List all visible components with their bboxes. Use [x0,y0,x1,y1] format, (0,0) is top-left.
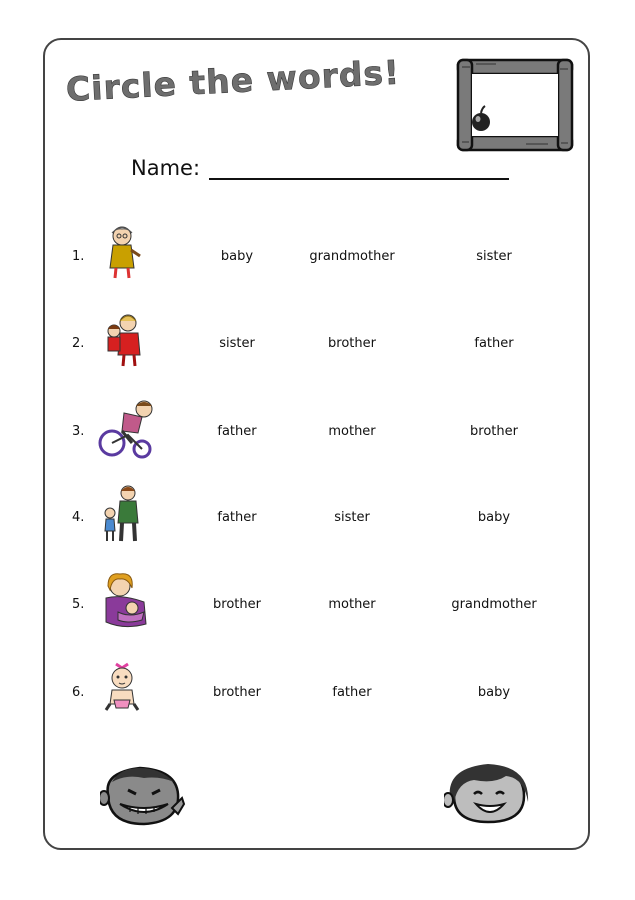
word-option[interactable]: brother [328,336,376,351]
smiling-girl-face-icon [444,762,532,826]
word-option[interactable]: grandmother [451,597,537,612]
sister-with-doll-clipart [98,311,146,371]
item-row-5 [0,598,635,658]
item-number: 2. [72,336,85,351]
name-label: Name: [131,156,201,180]
item-row-6 [0,686,635,746]
word-option[interactable]: brother [213,685,261,700]
word-option[interactable]: father [217,424,257,439]
word-option[interactable]: brother [470,424,518,439]
word-option[interactable]: baby [220,249,254,264]
item-row-3 [0,425,635,485]
brother-on-bike-clipart [98,399,158,459]
item-number: 1. [72,249,85,264]
word-option[interactable]: sister [476,249,512,264]
word-option[interactable]: baby [477,685,511,700]
chalkboard-apple-icon [456,58,574,152]
item-number: 4. [72,510,85,525]
name-field[interactable] [131,156,509,180]
word-option[interactable]: father [217,510,257,525]
item-number: 5. [72,597,85,612]
smiling-boy-face-icon [100,764,188,828]
item-row-2 [0,337,635,397]
word-option[interactable]: mother [328,424,376,439]
name-write-line[interactable] [209,156,509,180]
word-option[interactable]: sister [219,336,255,351]
word-option[interactable]: father [474,336,514,351]
word-option[interactable]: baby [477,510,511,525]
item-row-4 [0,511,635,571]
mother-with-baby-clipart [98,572,154,632]
grandmother-clipart [98,224,146,284]
word-option[interactable]: sister [334,510,370,525]
baby-clipart [98,660,146,720]
father-and-child-clipart [98,485,146,545]
item-number: 6. [72,685,85,700]
item-number: 3. [72,424,85,439]
word-option[interactable]: mother [328,597,376,612]
item-row-1 [0,250,635,310]
word-option[interactable]: brother [213,597,261,612]
word-option[interactable]: father [332,685,372,700]
worksheet-title: Circle the words! [64,52,401,109]
word-option[interactable]: grandmother [309,249,395,264]
